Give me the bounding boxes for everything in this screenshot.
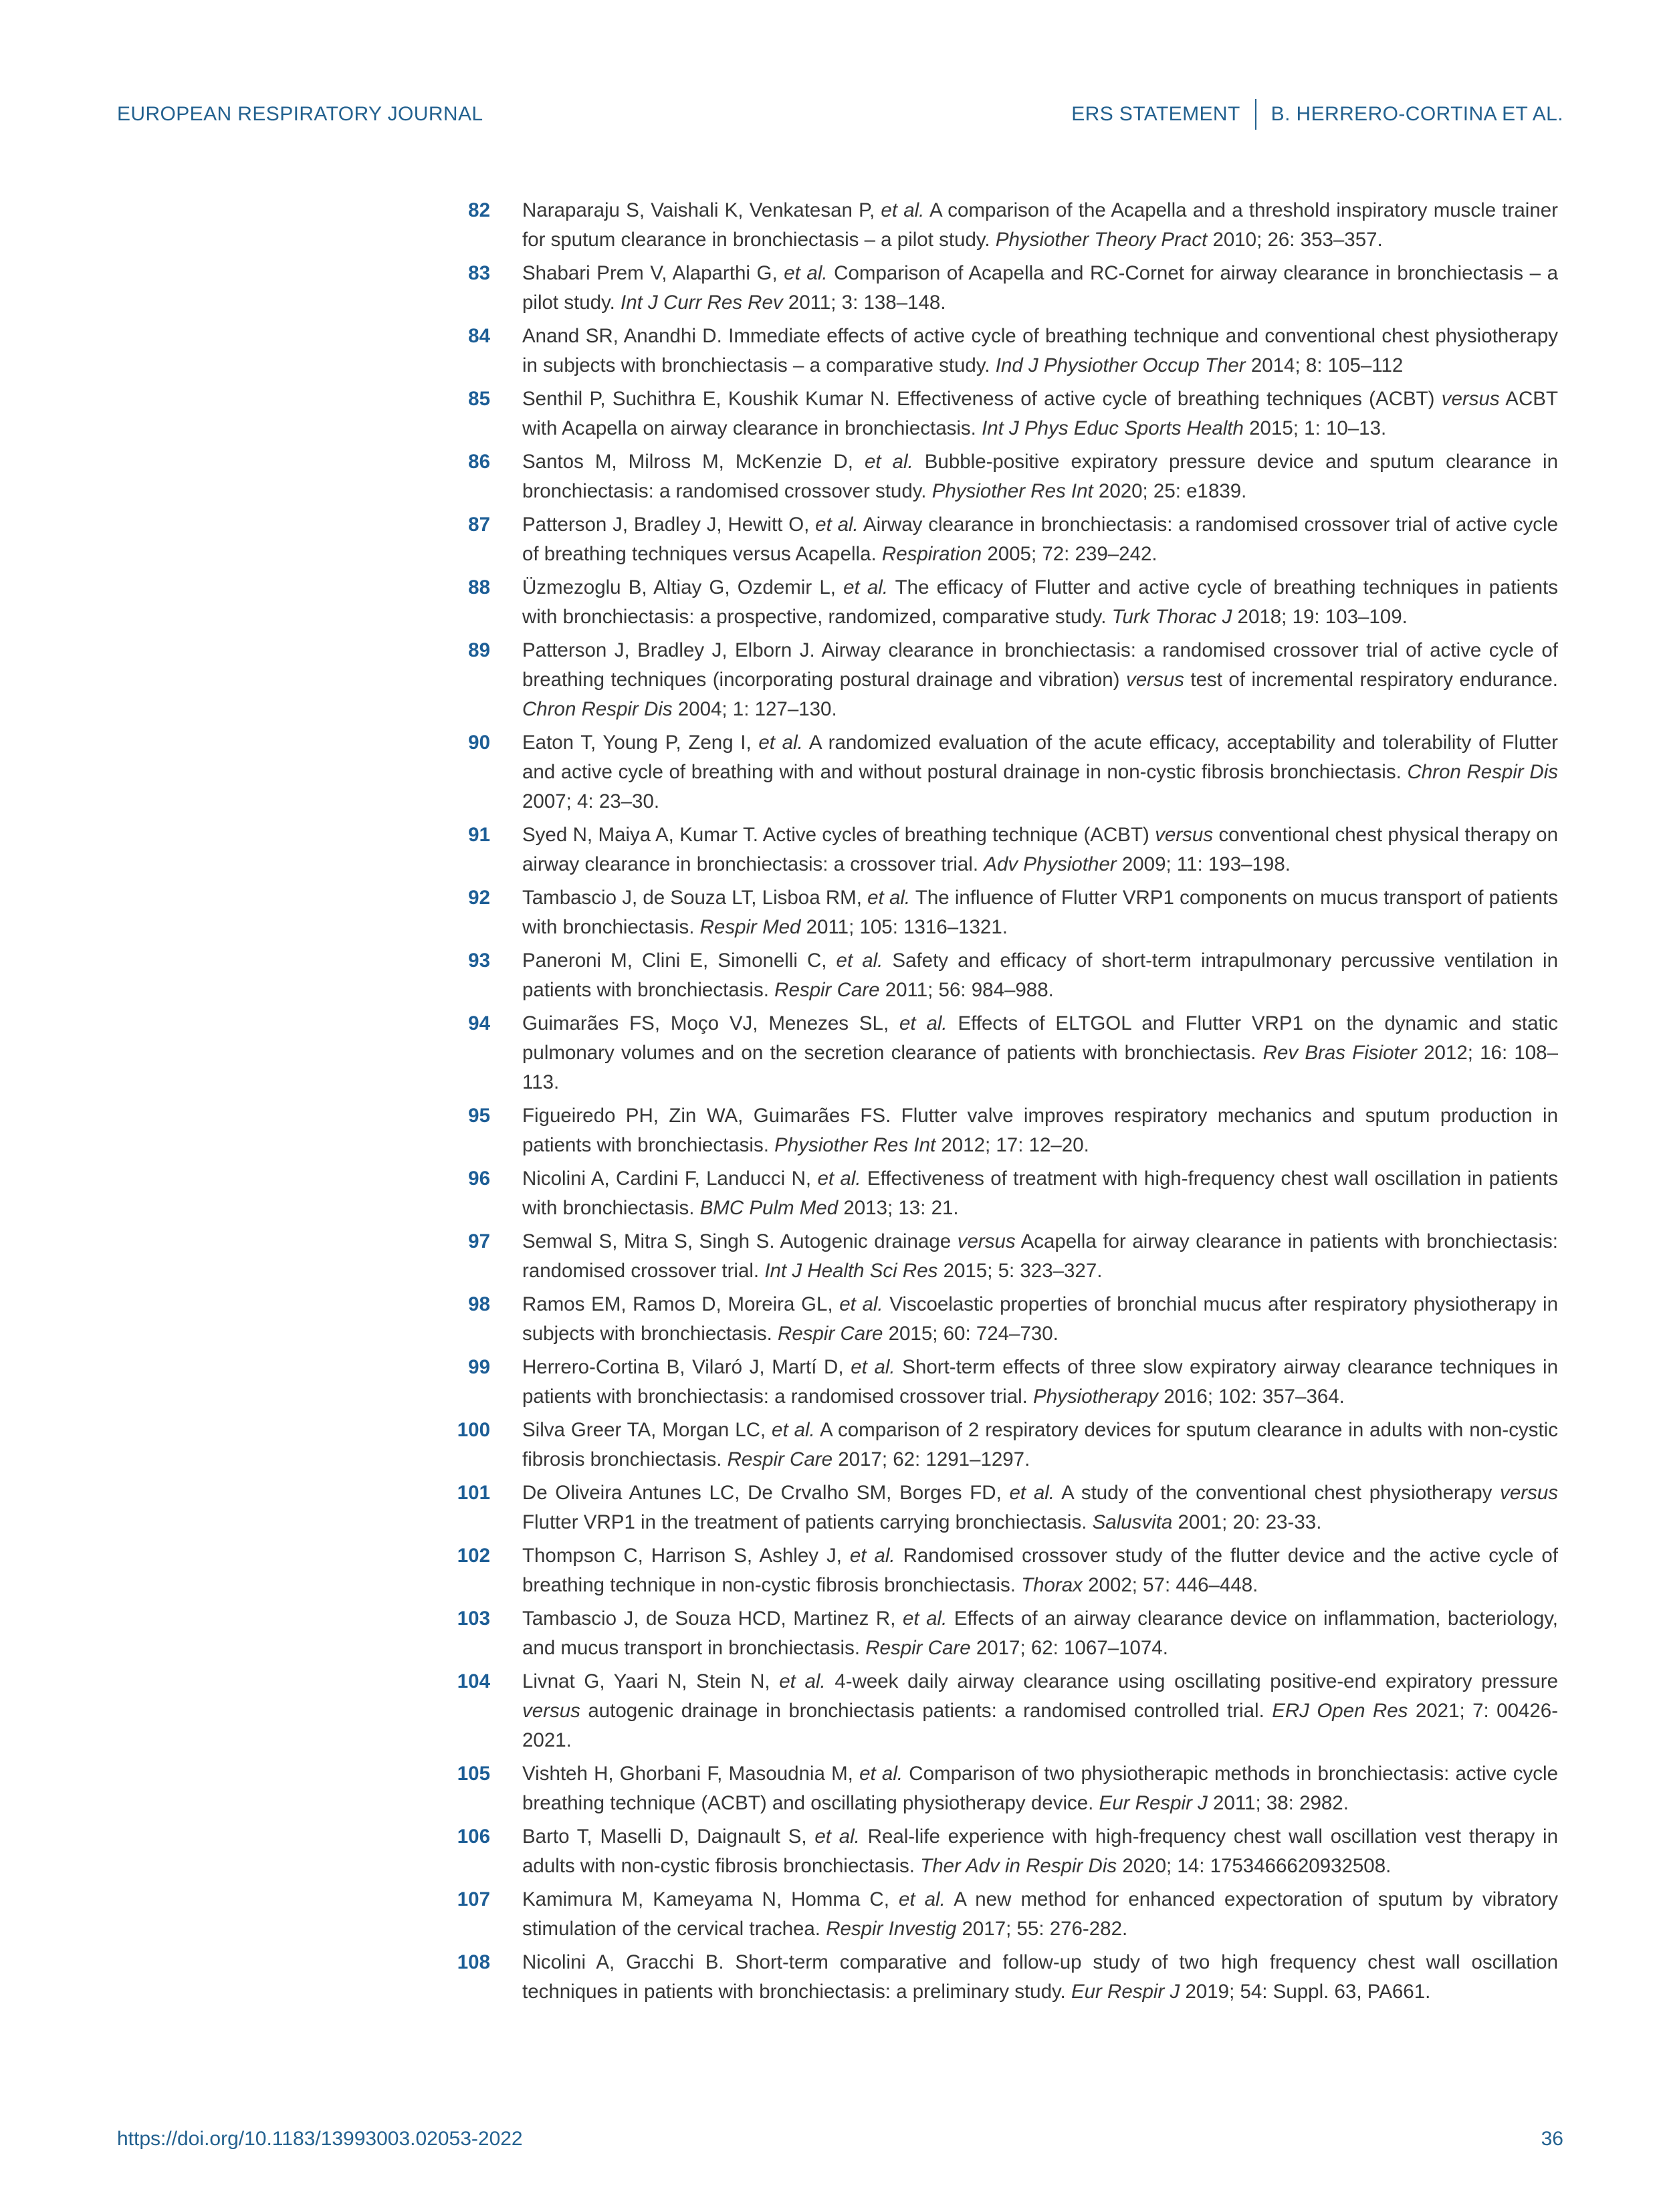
ref-segment: 2017; 55: 276-282. — [956, 1918, 1128, 1940]
ref-segment: Senthil P, Suchithra E, Koushik Kumar N. Effectiveness of active cycle of breathing techniques (ACBT) — [522, 388, 1442, 410]
reference-text — [522, 883, 1558, 942]
ref-segment-italic: Turk Thorac J — [1111, 606, 1232, 628]
ref-segment: Bubble-positive expiratory pressure device and sputum clearance in bronchiectasis: a randomised crossover study. — [522, 451, 1558, 502]
ref-segment: Viscoelastic properties of bronchial mucus after respiratory physiotherapy in subjects with bronchiectasis. — [522, 1293, 1558, 1345]
ref-segment: De Oliveira Antunes LC, De Crvalho SM, Borges FD, — [522, 1482, 1010, 1504]
reference-item — [452, 820, 1558, 879]
ref-segment-italic: ERJ Open Res — [1272, 1700, 1408, 1722]
ref-segment: 2020; 25: e1839. — [1093, 480, 1247, 502]
statement-label: ERS STATEMENT — [1071, 103, 1240, 125]
ref-segment-italic: et al. — [817, 1168, 861, 1190]
ref-segment-italic: BMC Pulm Med — [699, 1197, 839, 1219]
ref-segment-italic: et al. — [836, 950, 883, 972]
reference-text — [522, 1541, 1558, 1600]
ref-segment-italic: Physiother Res Int — [931, 480, 1093, 502]
ref-segment: A new method for enhanced expectoration of sputum by vibratory stimulation of the cervical trachea. — [522, 1888, 1558, 1940]
ref-segment-italic: Int J Curr Res Rev — [621, 292, 783, 314]
ref-segment: Airway clearance in bronchiectasis: a randomised crossover trial of active cycle of breathing techniques versus Acapella. — [522, 514, 1558, 565]
ref-segment: 2010; 26: 353–357. — [1207, 229, 1383, 251]
ref-segment-italic: Respir Care — [778, 1323, 883, 1345]
reference-number: 100 — [457, 1419, 490, 1441]
reference-number: 86 — [468, 451, 490, 473]
ref-segment-italic: et al. — [899, 1012, 948, 1034]
reference-item — [452, 946, 1558, 1005]
ref-segment-italic: Int J Health Sci Res — [764, 1260, 938, 1282]
ref-segment-italic: Ind J Physiother Occup Ther — [995, 354, 1246, 376]
reference-text — [522, 1227, 1558, 1286]
ref-segment-italic: et al. — [779, 1670, 826, 1692]
ref-segment: ACBT with Acapella on airway clearance in bronchiectasis. — [522, 388, 1558, 439]
reference-item — [452, 1416, 1558, 1474]
reference-item — [452, 1227, 1558, 1286]
ref-segment: Kamimura M, Kameyama N, Homma C, — [522, 1888, 899, 1910]
ref-segment: 2002; 57: 446–448. — [1082, 1574, 1258, 1596]
reference-text — [522, 259, 1558, 318]
ref-segment-italic: versus — [1441, 388, 1500, 410]
header-right — [1071, 99, 1563, 130]
ref-segment-italic: versus — [1500, 1482, 1558, 1504]
ref-segment-italic: et al. — [758, 732, 803, 754]
reference-number: 94 — [468, 1012, 490, 1034]
ref-segment: Randomised crossover study of the flutter device and the active cycle of breathing technique in non-cystic fibrosis bronchiectasis. — [522, 1545, 1558, 1596]
ref-segment: test of incremental respiratory endurance. — [1184, 669, 1559, 691]
ref-segment-italic: Physiotherapy — [1033, 1386, 1159, 1408]
reference-number: 102 — [457, 1545, 490, 1567]
header-divider — [1255, 99, 1256, 130]
ref-segment: Nicolini A, Cardini F, Landucci N, — [522, 1168, 818, 1190]
reference-item — [452, 447, 1558, 506]
ref-segment: Effects of ELTGOL and Flutter VRP1 on the dynamic and static pulmonary volumes and on the secretion clearance of patients with bronchiectasis. — [522, 1012, 1558, 1064]
reference-text — [522, 1353, 1558, 1412]
ref-segment: 2011; 56: 984–988. — [879, 979, 1054, 1001]
ref-segment: Tambascio J, de Souza HCD, Martinez R, — [522, 1608, 903, 1630]
reference-number: 106 — [457, 1826, 490, 1848]
reference-item — [452, 1948, 1558, 2007]
ref-segment: autogenic drainage in bronchiectasis patients: a randomised controlled trial. — [580, 1700, 1273, 1722]
ref-segment-italic: versus — [1125, 669, 1184, 691]
ref-segment: 2012; 17: 12–20. — [935, 1134, 1089, 1156]
reference-text — [522, 1290, 1558, 1349]
reference-number: 96 — [468, 1168, 490, 1190]
reference-item — [452, 1478, 1558, 1537]
ref-segment: Safety and efficacy of short-term intrapulmonary percussive ventilation in patients with bronchiectasis. — [522, 950, 1558, 1001]
reference-text — [522, 510, 1558, 569]
ref-segment: 2017; 62: 1291–1297. — [833, 1448, 1030, 1470]
reference-number: 98 — [468, 1293, 490, 1315]
reference-item — [452, 1667, 1558, 1755]
reference-number: 103 — [457, 1608, 490, 1630]
ref-segment: Patterson J, Bradley J, Elborn J. Airway clearance in bronchiectasis: a randomised crossover trial of active cycle of breathing techniques (incorporating postural drainage and vibration) — [522, 639, 1558, 691]
ref-segment-italic: Respir Care — [774, 979, 880, 1001]
reference-text — [522, 1478, 1558, 1537]
ref-segment: 2015; 1: 10–13. — [1243, 417, 1387, 439]
ref-segment-italic: et al. — [839, 1293, 883, 1315]
ref-segment-italic: et al. — [784, 262, 828, 284]
reference-item — [452, 1822, 1558, 1881]
ref-segment: Nicolini A, Gracchi B. Short-term comparative and follow-up study of two high frequency chest wall oscillation techniques in patients with bronchiectasis: a preliminary study. — [522, 1951, 1558, 2003]
reference-number: 82 — [468, 199, 490, 221]
reference-text — [522, 1885, 1558, 1944]
reference-list — [452, 196, 1558, 2007]
ref-segment: A comparison of the Acapella and a threshold inspiratory muscle trainer for sputum clearance in bronchiectasis – a pilot study. — [522, 199, 1558, 251]
reference-text — [522, 447, 1558, 506]
ref-segment-italic: et al. — [859, 1763, 903, 1785]
reference-text — [522, 946, 1558, 1005]
reference-item — [452, 883, 1558, 942]
reference-item — [452, 196, 1558, 255]
ref-segment: Paneroni M, Clini E, Simonelli C, — [522, 950, 837, 972]
ref-segment-italic: Physiother Theory Pract — [995, 229, 1208, 251]
reference-number: 104 — [457, 1670, 490, 1692]
ref-segment-italic: et al. — [815, 514, 859, 536]
reference-number: 90 — [468, 732, 490, 754]
ref-segment-italic: versus — [1155, 824, 1214, 846]
ref-segment: 2004; 1: 127–130. — [672, 698, 837, 720]
ref-segment: Naraparaju S, Vaishali K, Venkatesan P, — [522, 199, 881, 221]
page-number: 36 — [1541, 2128, 1563, 2150]
ref-segment: A randomized evaluation of the acute efficacy, acceptability and tolerability of Flutter and active cycle of breathing with and without postural drainage in non-cystic fibrosis bronchiectasis. — [522, 732, 1558, 783]
ref-segment-italic: et al. — [864, 451, 913, 473]
reference-text — [522, 1948, 1558, 2007]
doi-link[interactable]: https://doi.org/10.1183/13993003.02053-2022 — [117, 2128, 523, 2150]
ref-segment-italic: et al. — [849, 1545, 895, 1567]
reference-item — [452, 1604, 1558, 1663]
page-header — [117, 99, 1563, 130]
ref-segment-italic: versus — [522, 1700, 580, 1722]
ref-segment: 2007; 4: 23–30. — [522, 790, 660, 812]
ref-segment: Ramos EM, Ramos D, Moreira GL, — [522, 1293, 840, 1315]
reference-number: 85 — [468, 388, 490, 410]
ref-segment: Effectiveness of treatment with high-frequency chest wall oscillation in patients with bronchiectasis. — [522, 1168, 1559, 1219]
ref-segment: Comparison of two physiotherapic methods in bronchiectasis: active cycle breathing technique (ACBT) and oscillating physiotherapy device. — [522, 1763, 1558, 1814]
reference-text — [522, 1604, 1558, 1663]
ref-segment-italic: et al. — [902, 1608, 948, 1630]
reference-item — [452, 259, 1558, 318]
reference-item — [452, 1290, 1558, 1349]
authors-label: B. HERRERO-CORTINA ET AL. — [1270, 103, 1563, 125]
ref-segment-italic: et al. — [867, 887, 911, 909]
ref-segment-italic: et al. — [1009, 1482, 1055, 1504]
ref-segment: 2019; 54: Suppl. 63, PA661. — [1180, 1981, 1431, 2003]
ref-segment: Tambascio J, de Souza LT, Lisboa RM, — [522, 887, 868, 909]
ref-segment: 2012; 16: 108–113. — [522, 1042, 1558, 1093]
reference-number: 87 — [468, 514, 490, 536]
reference-item — [452, 1353, 1558, 1412]
reference-item — [452, 1164, 1558, 1223]
journal-name: EUROPEAN RESPIRATORY JOURNAL — [117, 103, 483, 125]
ref-segment-italic: Chron Respir Dis — [522, 698, 673, 720]
ref-segment: Semwal S, Mitra S, Singh S. Autogenic drainage — [522, 1230, 958, 1252]
reference-text — [522, 820, 1558, 879]
ref-segment: Effects of an airway clearance device on inflammation, bacteriology, and mucus transport in bronchiectasis. — [522, 1608, 1558, 1659]
ref-segment: Santos M, Milross M, McKenzie D, — [522, 451, 865, 473]
reference-number: 108 — [457, 1951, 490, 1973]
reference-text — [522, 1164, 1558, 1223]
ref-segment-italic: Adv Physiother — [984, 853, 1117, 875]
reference-number: 95 — [468, 1105, 490, 1127]
ref-segment-italic: Respir Investig — [826, 1918, 957, 1940]
reference-item — [452, 1101, 1558, 1160]
ref-segment: Barto T, Maselli D, Daignault S, — [522, 1826, 815, 1848]
ref-segment: 2013; 13: 21. — [838, 1197, 959, 1219]
ref-segment-italic: et al. — [772, 1419, 815, 1441]
ref-segment-italic: Ther Adv in Respir Dis — [920, 1855, 1117, 1877]
ref-segment: A comparison of 2 respiratory devices for sputum clearance in adults with non-cystic fibrosis bronchiectasis. — [522, 1419, 1558, 1470]
ref-segment: Anand SR, Anandhi D. Immediate effects of active cycle of breathing technique and conventional chest physiotherapy in subjects with bronchiectasis – a comparative study. — [522, 325, 1558, 376]
reference-text — [522, 384, 1558, 443]
ref-segment-italic: Salusvita — [1092, 1511, 1173, 1533]
ref-segment: conventional chest physical therapy on airway clearance in bronchiectasis: a crossover trial. — [522, 824, 1558, 875]
ref-segment: 2011; 38: 2982. — [1207, 1792, 1349, 1814]
reference-number: 97 — [468, 1230, 490, 1252]
ref-segment: 2001; 20: 23-33. — [1172, 1511, 1322, 1533]
reference-text — [522, 1416, 1558, 1474]
ref-segment-italic: Respir Care — [727, 1448, 833, 1470]
reference-item — [452, 384, 1558, 443]
ref-segment: 2014; 8: 105–112 — [1245, 354, 1404, 376]
ref-segment: 2015; 5: 323–327. — [937, 1260, 1103, 1282]
ref-segment: 4-week daily airway clearance using oscillating positive-end expiratory pressure — [825, 1670, 1558, 1692]
ref-segment-italic: Chron Respir Dis — [1407, 761, 1559, 783]
ref-segment: Herrero-Cortina B, Vilaró J, Martí D, — [522, 1356, 851, 1378]
reference-number: 107 — [457, 1888, 490, 1910]
ref-segment: Syed N, Maiya A, Kumar T. Active cycles of breathing technique (ACBT) — [522, 824, 1155, 846]
ref-segment: Shabari Prem V, Alaparthi G, — [522, 262, 784, 284]
ref-segment: Thompson C, Harrison S, Ashley J, — [522, 1545, 850, 1567]
ref-segment-italic: et al. — [843, 576, 889, 598]
ref-segment-italic: versus — [957, 1230, 1016, 1252]
ref-segment-italic: Eur Respir J — [1099, 1792, 1208, 1814]
reference-text — [522, 636, 1558, 724]
ref-segment-italic: et al. — [851, 1356, 895, 1378]
reference-item — [452, 1009, 1558, 1097]
reference-item — [452, 510, 1558, 569]
ref-segment: 2021; 7: 00426-2021. — [522, 1700, 1559, 1751]
reference-item — [452, 1885, 1558, 1944]
reference-text — [522, 322, 1558, 380]
ref-segment: Real-life experience with high-frequency chest wall oscillation vest therapy in adults with non-cystic fibrosis bronchiectasis. — [522, 1826, 1558, 1877]
ref-segment: Livnat G, Yaari N, Stein N, — [522, 1670, 780, 1692]
page-footer — [117, 2128, 1563, 2150]
ref-segment-italic: Eur Respir J — [1071, 1981, 1180, 2003]
ref-segment: 2005; 72: 239–242. — [982, 543, 1157, 565]
reference-item — [452, 636, 1558, 724]
reference-item — [452, 728, 1558, 816]
ref-segment: Short-term effects of three slow expiratory airway clearance techniques in patients with bronchiectasis: a randomised crossover trial. — [522, 1356, 1558, 1408]
reference-number: 91 — [468, 824, 490, 846]
ref-segment-italic: et al. — [814, 1826, 860, 1848]
reference-number: 93 — [468, 950, 490, 972]
reference-number: 92 — [468, 887, 490, 909]
ref-segment: 2018; 19: 103–109. — [1232, 606, 1408, 628]
reference-text — [522, 1009, 1558, 1097]
ref-segment-italic: et al. — [881, 199, 925, 221]
reference-item — [452, 322, 1558, 380]
ref-segment: Comparison of Acapella and RC-Cornet for airway clearance in bronchiectasis – a pilot study. — [522, 262, 1558, 314]
reference-text — [522, 1822, 1558, 1881]
ref-segment: The influence of Flutter VRP1 components on mucus transport of patients with bronchiectasis. — [522, 887, 1558, 938]
ref-segment-italic: Respir Med — [699, 916, 801, 938]
reference-number: 84 — [468, 325, 490, 347]
reference-item — [452, 1541, 1558, 1600]
reference-text — [522, 1759, 1558, 1818]
ref-segment-italic: Thorax — [1021, 1574, 1083, 1596]
ref-segment: A study of the conventional chest physiotherapy — [1054, 1482, 1501, 1504]
reference-text — [522, 1101, 1558, 1160]
ref-segment-italic: Rev Bras Fisioter — [1262, 1042, 1417, 1064]
ref-segment: The efficacy of Flutter and active cycle of breathing techniques in patients with bronchiectasis: a prospective, randomized, comparative study. — [522, 576, 1558, 628]
ref-segment-italic: et al. — [898, 1888, 946, 1910]
ref-segment: 2020; 14: 1753466620932508. — [1117, 1855, 1392, 1877]
reference-number: 101 — [457, 1482, 490, 1504]
ref-segment: Vishteh H, Ghorbani F, Masoudnia M, — [522, 1763, 860, 1785]
ref-segment: Eaton T, Young P, Zeng I, — [522, 732, 759, 754]
reference-number: 89 — [468, 639, 490, 661]
ref-segment: 2011; 3: 138–148. — [782, 292, 946, 314]
ref-segment: Guimarães FS, Moço VJ, Menezes SL, — [522, 1012, 900, 1034]
ref-segment: 2015; 60: 724–730. — [883, 1323, 1059, 1345]
reference-item — [452, 573, 1558, 632]
ref-segment: Silva Greer TA, Morgan LC, — [522, 1419, 772, 1441]
ref-segment: Patterson J, Bradley J, Hewitt O, — [522, 514, 816, 536]
reference-number: 83 — [468, 262, 490, 284]
reference-number: 88 — [468, 576, 490, 598]
ref-segment: 2017; 62: 1067–1074. — [970, 1637, 1168, 1659]
ref-segment: 2016; 102: 357–364. — [1158, 1386, 1345, 1408]
ref-segment: Flutter VRP1 in the treatment of patients carrying bronchiectasis. — [522, 1511, 1093, 1533]
ref-segment-italic: Respir Care — [865, 1637, 971, 1659]
ref-segment-italic: Physiother Res Int — [774, 1134, 936, 1156]
reference-text — [522, 196, 1558, 255]
reference-number: 99 — [468, 1356, 490, 1378]
ref-segment: 2011; 105: 1316–1321. — [800, 916, 1008, 938]
ref-segment-italic: Int J Phys Educ Sports Health — [982, 417, 1244, 439]
reference-number: 105 — [457, 1763, 490, 1785]
ref-segment-italic: Respiration — [881, 543, 982, 565]
reference-text — [522, 573, 1558, 632]
reference-text — [522, 1667, 1558, 1755]
reference-text — [522, 728, 1558, 816]
ref-segment: Acapella for airway clearance in patients with bronchiectasis: randomised crossover trial. — [522, 1230, 1558, 1282]
ref-segment: Üzmezoglu B, Altiay G, Ozdemir L, — [522, 576, 844, 598]
ref-segment: 2009; 11: 193–198. — [1116, 853, 1291, 875]
reference-item — [452, 1759, 1558, 1818]
ref-segment: Figueiredo PH, Zin WA, Guimarães FS. Flutter valve improves respiratory mechanics and sputum production in patients with bronchiectasis. — [522, 1105, 1558, 1156]
